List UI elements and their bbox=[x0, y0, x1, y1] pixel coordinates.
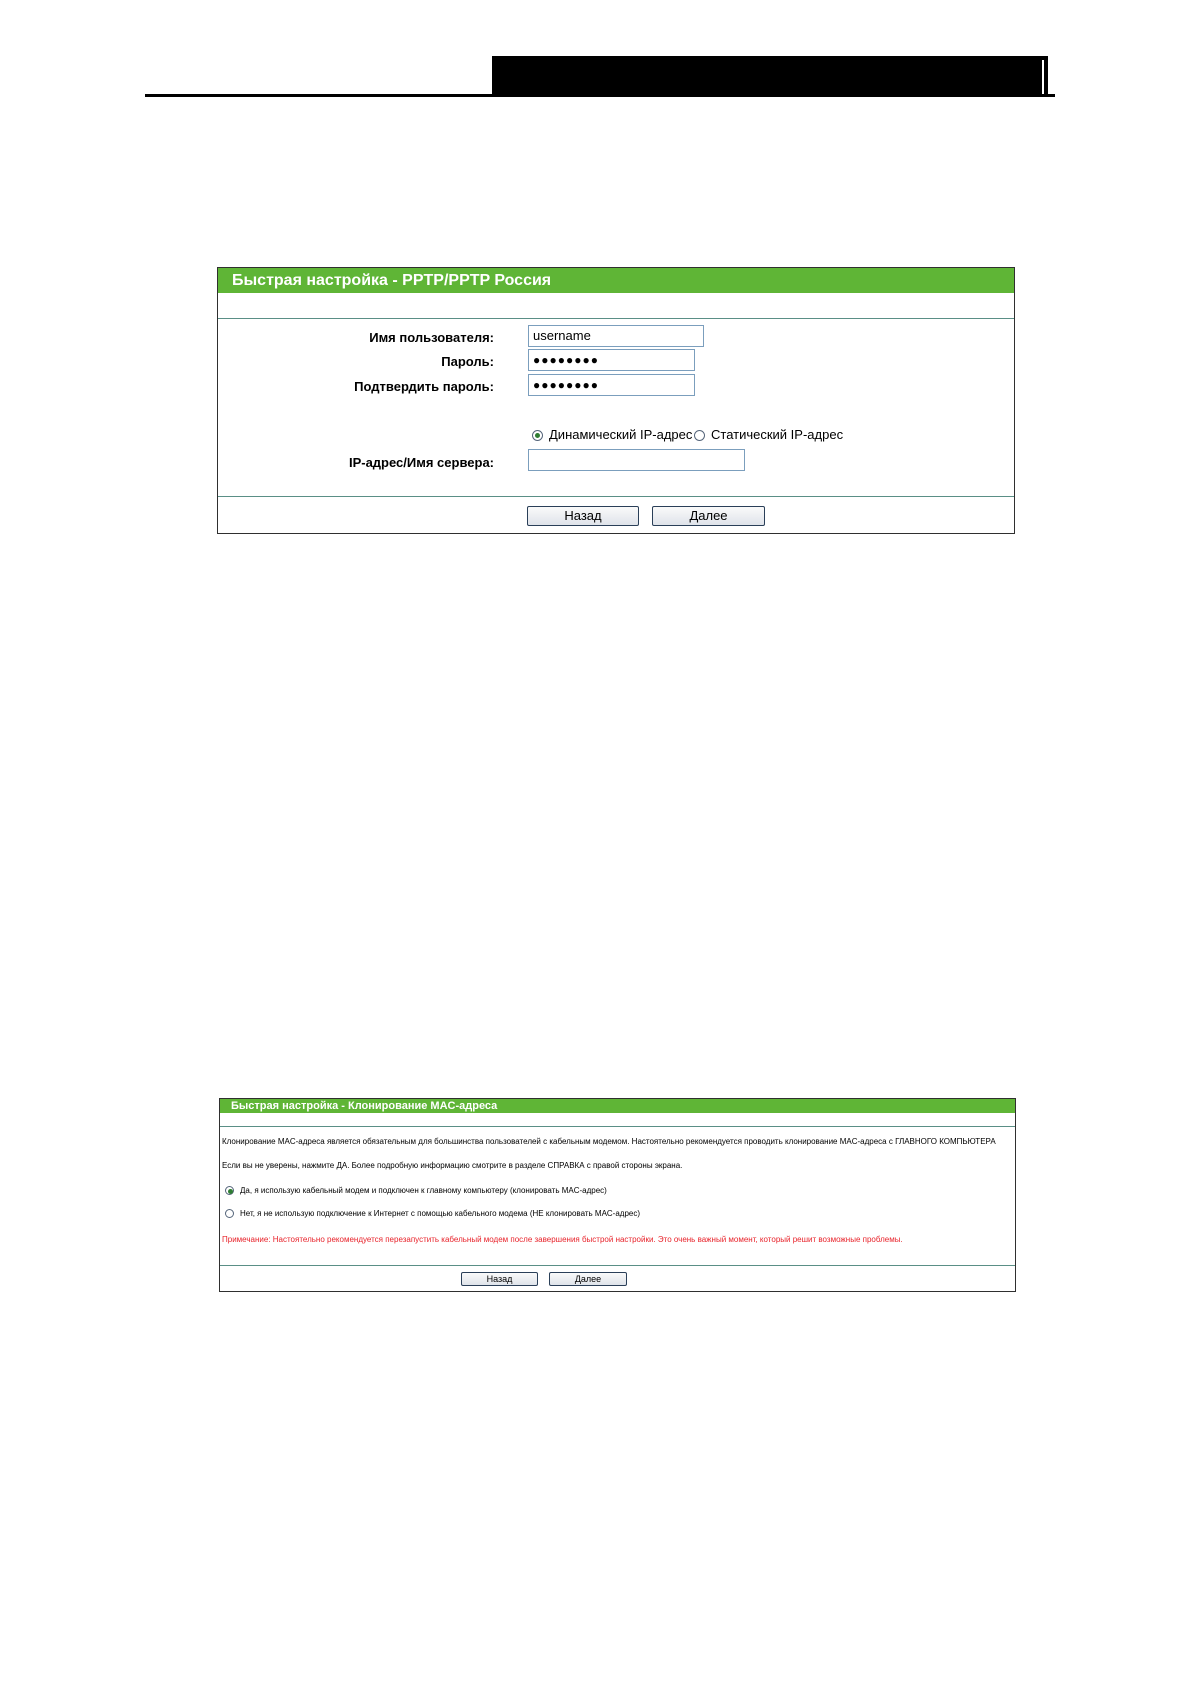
username-label: Имя пользователя: bbox=[369, 330, 494, 345]
pptp-setup-panel bbox=[217, 267, 1015, 534]
intro-text: Клонирование MAC-адреса является обязательным для большинства пользователей с кабельным модемом. Настоятельно рекомендуется проводить клонирование MAC-адреса с ГЛАВНОГО КОМПЬЮТЕРА bbox=[222, 1137, 996, 1146]
header-bar bbox=[492, 56, 1048, 97]
dynamic-ip-label: Динамический IP-адрес bbox=[549, 427, 693, 442]
panel-separator bbox=[218, 318, 1014, 319]
note-text: Примечание: Настоятельно рекомендуется перезапустить кабельный модем после завершения быстрой настройки. Это очень важный момент, который решит возможные проблемы. bbox=[222, 1235, 903, 1244]
clone-mac-yes-radio[interactable] bbox=[225, 1186, 234, 1195]
server-address-input[interactable] bbox=[528, 449, 745, 471]
password-input[interactable]: ●●●●●●●● bbox=[528, 349, 695, 371]
next-button[interactable]: Далее bbox=[652, 506, 765, 526]
password-label: Пароль: bbox=[441, 354, 494, 369]
clone-mac-yes-label: Да, я использую кабельный модем и подключен к главному компьютеру (клонировать MAC-адрес) bbox=[240, 1186, 607, 1195]
mac-clone-panel bbox=[219, 1098, 1016, 1292]
panel-separator bbox=[218, 496, 1014, 497]
panel-separator bbox=[220, 1126, 1015, 1127]
confirm-password-label: Подтвердить пароль: bbox=[354, 379, 494, 394]
panel-title: Быстрая настройка - PPTP/PPTP Россия bbox=[218, 268, 1014, 293]
static-ip-label: Статический IP-адрес bbox=[711, 427, 844, 442]
confirm-password-input[interactable]: ●●●●●●●● bbox=[528, 374, 695, 396]
next-button[interactable]: Далее bbox=[549, 1272, 627, 1286]
dynamic-ip-radio[interactable] bbox=[532, 430, 543, 441]
static-ip-radio[interactable] bbox=[694, 430, 705, 441]
clone-mac-no-label: Нет, я не использую подключение к Интернет с помощью кабельного модема (НЕ клонировать MAC-адрес) bbox=[240, 1209, 641, 1218]
panel-separator bbox=[220, 1265, 1015, 1266]
panel-title: Быстрая настройка - Клонирование MAC-адреса bbox=[220, 1099, 1015, 1113]
back-button[interactable]: Назад bbox=[527, 506, 639, 526]
header-divider bbox=[1042, 60, 1044, 94]
username-input[interactable]: username bbox=[528, 325, 704, 347]
back-button[interactable]: Назад bbox=[461, 1272, 538, 1286]
header-rule bbox=[145, 94, 1055, 97]
clone-mac-no-radio[interactable] bbox=[225, 1209, 234, 1218]
server-address-label: IP-адрес/Имя сервера: bbox=[348, 455, 494, 470]
intro-hint-text: Если вы не уверены, нажмите ДА. Более подробную информацию смотрите в разделе СПРАВКА с правой стороны экрана. bbox=[222, 1161, 683, 1170]
